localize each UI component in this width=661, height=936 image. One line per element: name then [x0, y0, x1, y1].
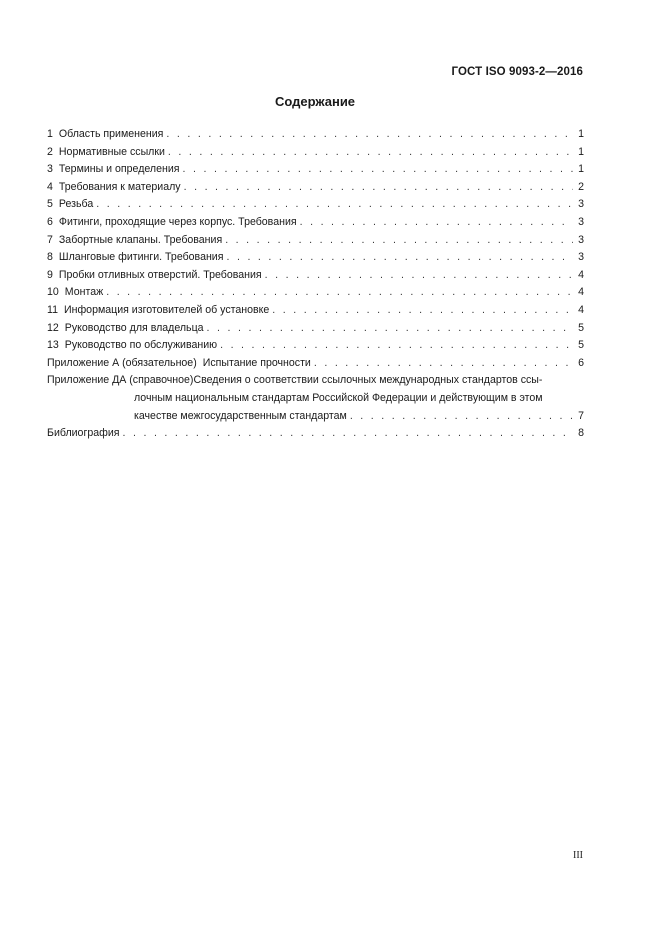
- annex-da-title-line1: Сведения о соответствии ссылочных международных стандартов ссы-: [193, 374, 543, 387]
- toc-entry[interactable]: [47, 302, 584, 320]
- toc-entry-number: 9: [47, 268, 53, 281]
- annex-a-page: 6: [578, 356, 584, 369]
- toc-entry-title: Термины и определения: [58, 163, 180, 176]
- toc-entry-page: 3: [578, 198, 584, 211]
- toc-entry[interactable]: [47, 267, 584, 285]
- toc-title: Содержание: [274, 94, 356, 109]
- document-standard-header: ГОСТ ISO 9093-2—2016: [451, 66, 583, 78]
- page-number-footer: III: [573, 850, 583, 861]
- toc-entry-number: 2: [47, 145, 53, 158]
- toc-entry[interactable]: [47, 320, 584, 338]
- dot-leader: [314, 355, 573, 373]
- dot-leader: [96, 196, 573, 214]
- toc-entry-annex-a[interactable]: [47, 355, 584, 373]
- toc-entry-number: 7: [47, 233, 53, 246]
- dot-leader: [226, 249, 573, 267]
- toc-entry-number: 5: [47, 198, 53, 211]
- table-of-contents: [47, 126, 584, 443]
- toc-entry-number: 13: [47, 339, 59, 352]
- toc-entry-title: Резьба: [58, 198, 94, 211]
- dot-leader: [207, 320, 573, 338]
- toc-entry[interactable]: [47, 249, 584, 267]
- toc-entry[interactable]: [47, 196, 584, 214]
- dot-leader: [122, 425, 573, 443]
- toc-entry[interactable]: [47, 232, 584, 250]
- toc-entry-number: 6: [47, 215, 53, 228]
- toc-entry[interactable]: [47, 337, 584, 355]
- toc-entry-page: 1: [578, 145, 584, 158]
- toc-entry[interactable]: [47, 144, 584, 162]
- dot-leader: [265, 267, 573, 285]
- annex-a-title: Испытание прочности: [202, 356, 311, 369]
- toc-entry[interactable]: [47, 126, 584, 144]
- toc-entry-page: 5: [578, 321, 584, 334]
- toc-entry-title: Монтаж: [64, 286, 104, 299]
- toc-entry-number: 11: [47, 303, 58, 316]
- toc-entry-bibliography[interactable]: [47, 425, 584, 443]
- toc-entry-title: Информация изготовителей об установке: [64, 303, 270, 316]
- toc-entry-title: Руководство для владельца: [64, 321, 204, 334]
- annex-da-title-line2: лочным национальным стандартам Российской Федерации и действующим в этом: [134, 391, 543, 404]
- toc-entry-number: 12: [47, 321, 59, 334]
- bibliography-title: Библиография: [47, 427, 120, 440]
- dot-leader: [350, 408, 573, 426]
- toc-entry-title: Область применения: [58, 128, 164, 140]
- toc-entry-title: Шланговые фитинги. Требования: [58, 251, 224, 264]
- toc-entry-title: Руководство по обслуживанию: [64, 339, 218, 352]
- dot-leader: [225, 232, 573, 250]
- toc-entry-title: Забортные клапаны. Требования: [58, 233, 223, 246]
- toc-entry-page: 3: [578, 251, 584, 264]
- toc-entry[interactable]: [47, 284, 584, 302]
- toc-entry-page: 1: [578, 163, 584, 176]
- toc-entry[interactable]: [47, 214, 584, 232]
- toc-entry[interactable]: [47, 179, 584, 197]
- dot-leader: [184, 179, 573, 197]
- dot-leader: [272, 302, 573, 320]
- toc-entry-page: 4: [578, 286, 584, 299]
- toc-entry-page: 3: [578, 233, 584, 246]
- toc-entry-page: 4: [578, 268, 584, 281]
- toc-entry-title: Пробки отливных отверстий. Требования: [58, 268, 262, 281]
- annex-da-label: Приложение ДА (справочное): [47, 374, 194, 387]
- dot-leader: [168, 144, 573, 162]
- dot-leader: [183, 161, 573, 179]
- dot-leader: [220, 337, 573, 355]
- toc-entry-title: Фитинги, проходящие через корпус. Требования: [58, 215, 297, 228]
- toc-entry-number: 8: [47, 251, 53, 264]
- toc-entry-page: 2: [578, 180, 584, 193]
- toc-entry-number: 1: [47, 128, 53, 140]
- dot-leader: [106, 284, 573, 302]
- annex-a-label: Приложение А (обязательное): [47, 356, 197, 369]
- toc-entry-page: 3: [578, 215, 584, 228]
- dot-leader: [166, 126, 573, 144]
- toc-entry-number: 4: [47, 180, 53, 193]
- toc-entry-title: Нормативные ссылки: [58, 145, 165, 158]
- toc-entry-page: 4: [578, 303, 584, 316]
- dot-leader: [300, 214, 573, 232]
- bibliography-page: 8: [578, 427, 584, 440]
- toc-entry-number: 3: [47, 163, 53, 176]
- toc-entry-title: Требования к материалу: [58, 180, 181, 193]
- annex-da-page: 7: [578, 409, 584, 422]
- toc-entry-number: 10: [47, 286, 59, 299]
- toc-entry-page: 1: [578, 128, 584, 140]
- toc-entry-annex-da[interactable]: [47, 372, 584, 425]
- toc-entry[interactable]: [47, 161, 584, 179]
- toc-entry-page: 5: [578, 339, 584, 352]
- annex-da-title-line3: качестве межгосударственным стандартам: [134, 409, 347, 422]
